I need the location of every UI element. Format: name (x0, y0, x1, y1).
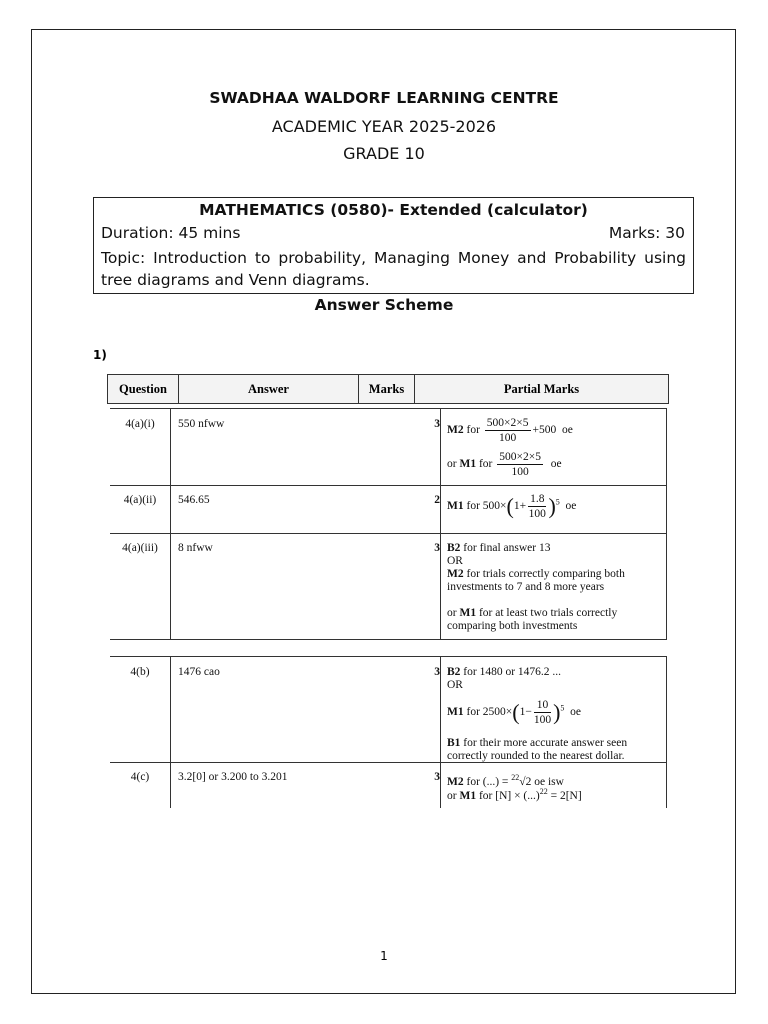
right-paren: ) (548, 493, 556, 519)
root-index: 22 (511, 773, 520, 782)
fraction-numerator: 500×2×5 (486, 417, 529, 429)
answer-scheme-title: Answer Scheme (314, 296, 454, 314)
mark-table-part-1 (110, 408, 667, 640)
total-marks: Marks: 30 (608, 224, 685, 242)
left-paren: ( (512, 699, 520, 725)
header-question: Question (108, 375, 179, 403)
root-symbol: √2 (519, 775, 532, 788)
right-paren: ) (553, 699, 561, 725)
partial-text: or (447, 789, 457, 802)
partial-line (447, 492, 576, 521)
mark-code: M2 (447, 775, 464, 788)
partial-line (447, 607, 617, 620)
partial-line (447, 698, 581, 727)
grade-level: GRADE 10 (343, 144, 425, 163)
partial-text: for 1480 or 1476.2 ... (463, 666, 562, 678)
answer-cell: 550 nfww (178, 418, 225, 430)
partial-text: or (447, 607, 457, 619)
mark-code: M1 (459, 458, 477, 471)
partial-line (447, 785, 582, 803)
mark-code: M1 (459, 789, 477, 802)
partial-text: 1+ (513, 500, 527, 513)
table-row (110, 533, 667, 641)
partial-text: for final answer 13 (463, 542, 551, 554)
partial-line: OR (447, 555, 463, 567)
mark-code: M2 (447, 568, 464, 580)
fraction-numerator: 10 (534, 698, 551, 713)
partial-text: 1− (519, 706, 532, 719)
mark-code: B1 (447, 737, 461, 749)
marks-cell: 2 (434, 494, 440, 506)
question-cell: 4(a)(iii) (122, 542, 158, 554)
mark-code: M1 (447, 706, 464, 719)
question-number: 1) (93, 348, 107, 362)
exam-info-box (93, 197, 694, 294)
page-number: 1 (380, 949, 388, 963)
partial-line (447, 737, 627, 750)
question-cell: 4(c) (130, 771, 150, 783)
topic: Topic: Introduction to probability, Managing Money and Probability using tree diagrams and Venn diagrams. (101, 249, 686, 289)
fraction-denominator: 100 (499, 432, 517, 444)
partial-text: oe (562, 424, 573, 437)
school-name: SWADHAA WALDORF LEARNING CENTRE (209, 89, 559, 107)
partial-text: for 500× (466, 500, 507, 513)
exponent: 5 (555, 497, 560, 507)
subject-title: MATHEMATICS (0580)- Extended (calculator) (199, 201, 588, 219)
answer-cell: 8 nfww (178, 542, 213, 554)
partial-line (447, 450, 562, 479)
partial-text: for [N] × (...) (478, 789, 540, 802)
mark-code: M2 (447, 424, 464, 437)
table-row (110, 409, 667, 485)
marks-cell: 3 (434, 418, 440, 430)
header-answer: Answer (179, 375, 359, 403)
fraction (528, 492, 546, 521)
question-cell: 4(a)(i) (125, 418, 155, 430)
header-marks: Marks (359, 375, 415, 403)
answer-cell: 546.65 (178, 494, 210, 506)
partial-line: OR (447, 679, 463, 691)
partial-text: for trials correctly comparing both (466, 568, 625, 580)
table-header (107, 374, 669, 404)
academic-year: ACADEMIC YEAR 2025-2026 (271, 117, 497, 136)
partial-text: for at least two trials correctly (478, 607, 618, 619)
partial-text: oe (550, 458, 562, 471)
partial-line (447, 666, 561, 679)
question-cell: 4(b) (130, 666, 150, 678)
partial-text: +500 (532, 424, 557, 437)
mark-code: B2 (447, 542, 461, 554)
partial-line (447, 542, 550, 555)
duration: Duration: 45 mins (101, 224, 241, 242)
fraction-denominator: 100 (511, 466, 529, 478)
partial-line: investments to 7 and 8 more years (447, 581, 605, 593)
left-paren: ( (506, 493, 514, 519)
partial-text: = 2[N] (547, 789, 582, 802)
exponent: 22 (539, 787, 548, 796)
fraction-denominator: 100 (533, 714, 552, 726)
partial-line: comparing both investments (447, 620, 578, 632)
partial-text: for 2500× (466, 706, 513, 719)
fraction-numerator: 500×2×5 (499, 451, 541, 463)
partial-text: for (...) = (466, 775, 512, 788)
fraction (534, 698, 551, 727)
mark-code: M1 (459, 607, 477, 619)
partial-line: correctly rounded to the nearest dollar. (447, 750, 625, 762)
fraction-denominator: 100 (528, 508, 546, 520)
partial-text: or (447, 458, 457, 471)
partial-text: oe (565, 500, 577, 513)
header-partial-marks: Partial Marks (503, 382, 580, 396)
question-cell: 4(a)(ii) (123, 494, 157, 506)
fraction (485, 416, 531, 445)
partial-text: oe isw (531, 775, 564, 788)
mark-code: B2 (447, 666, 461, 678)
partial-text: for (466, 424, 480, 437)
marks-cell: 3 (434, 771, 440, 783)
marks-cell: 3 (434, 542, 440, 554)
mark-code: M1 (447, 500, 464, 513)
exponent: 5 (560, 703, 565, 713)
partial-line (447, 568, 625, 581)
fraction (497, 450, 543, 479)
table-row (110, 657, 667, 762)
marks-cell: 3 (434, 666, 440, 678)
answer-cell: 3.2[0] or 3.200 to 3.201 (178, 771, 288, 783)
table-row (110, 762, 667, 809)
partial-text: oe (570, 706, 582, 719)
mark-table-part-2 (110, 656, 667, 808)
answer-cell: 1476 cao (178, 666, 220, 678)
partial-text: for (478, 458, 493, 471)
table-row (110, 485, 667, 533)
partial-text: for their more accurate answer seen (463, 737, 628, 749)
partial-line (447, 416, 573, 445)
fraction-numerator: 1.8 (530, 493, 545, 505)
